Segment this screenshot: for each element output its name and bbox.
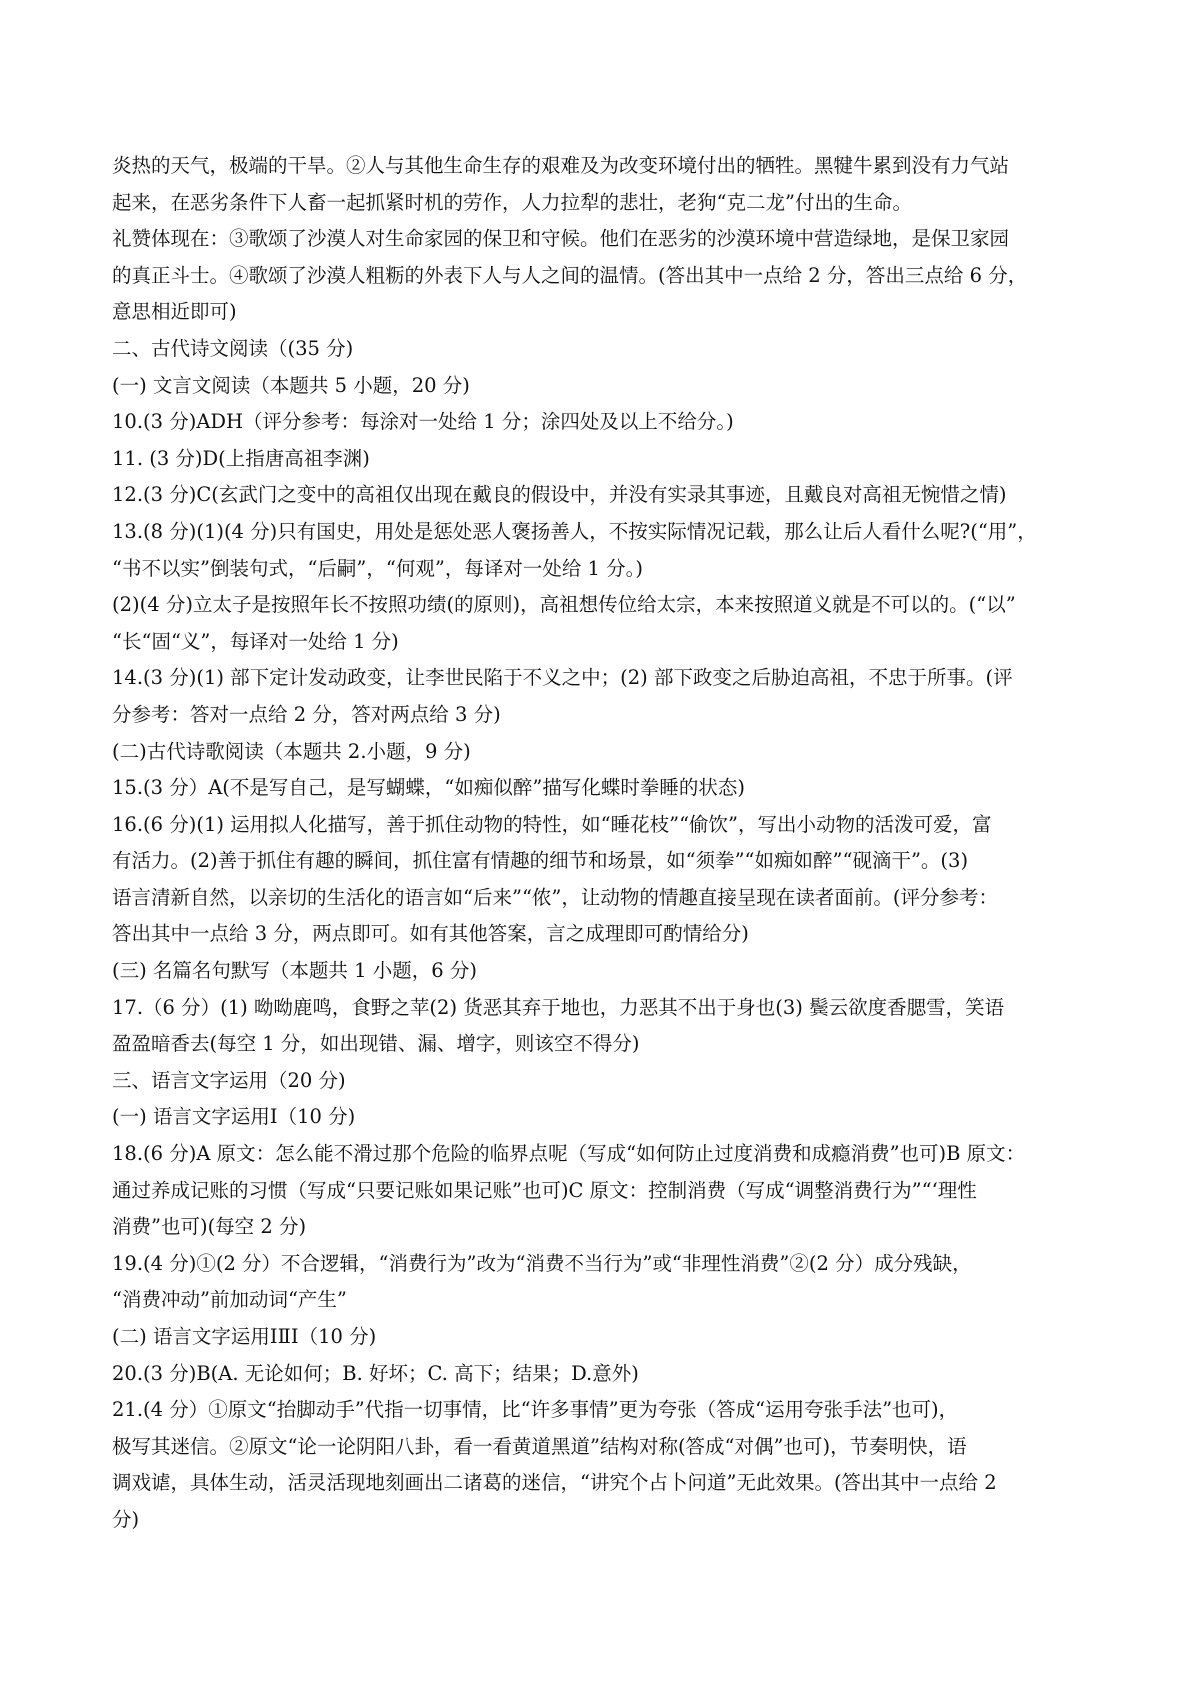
- text-line: 极写其迷信。②原文“论一论阴阳八卦，看一看黄道黑道”结构对称(答成“对偶”也可)，节奏明快，语: [112, 1434, 967, 1458]
- text-line: 意思相近即可): [112, 300, 237, 324]
- answer-16: 16.(6 分)(1) 运用拟人化描写，善于抓住动物的特性，如“睡花枝”“偷饮”，写出小动物的活泼可爱，富: [112, 812, 992, 836]
- text-line: 炎热的天气，极端的干旱。②人与其他生命生存的艰难及为改变环境付出的牺牲。黑犍牛累到没有力气站: [112, 154, 1010, 177]
- text-line: 礼赞体现在：③歌颂了沙漠人对生命家园的保卫和守候。他们在恶劣的沙漠环境中营造绿地，是保卫家园: [112, 227, 1010, 251]
- text-line: 调戏谑，具体生动，活灵活现地刻画出二诸葛的迷信，“讲究个占卜问道”无此效果。(答出其中一点给 2: [112, 1471, 997, 1495]
- text-line: 分参考：答对一点给 2 分，答对两点给 3 分): [112, 702, 501, 726]
- text-line: “消费冲动”前加动词“产生”: [112, 1288, 347, 1312]
- text-line: 消费”也可)(每空 2 分): [112, 1215, 307, 1239]
- answer-page: [112, 148, 1102, 1539]
- answer-20: 20.(3 分)B(A. 无论如何；B. 好坏；C. 高下；结果；D.意外): [112, 1361, 639, 1385]
- text-line: 通过养成记账的习惯（写成“只要记账如果记账”也可)C 原文：控制消费（写成“调整消费行为”“‘理性: [112, 1178, 977, 1202]
- text-line: 盈盈暗香去(每空 1 分，如出现错、漏、增字，则该空不得分): [112, 1032, 640, 1056]
- answer-15: 15.(3 分）A(不是写自己，是写蝴蝶，“如痴似醉”描写化蝶时拳睡的状态): [112, 776, 745, 800]
- subsection-heading: (一) 语言文字运用Ⅰ（10 分): [112, 1105, 356, 1129]
- text-line: 起来，在恶劣条件下人畜一起抓紧时机的劳作，人力拉犁的悲壮，老狗“克二龙”付出的生命。: [112, 190, 912, 214]
- text-line: 语言清新自然，以亲切的生活化的语言如“后来”“侬”，让动物的情趣直接呈现在读者面前。(评分参考：: [112, 885, 998, 909]
- answer-14: 14.(3 分)(1) 部下定计发动政变，让李世民陷于不义之中；(2) 部下政变之后胁迫高祖，不忠于所事。(评: [112, 666, 1013, 690]
- answer-12: 12.(3 分)C(玄武门之变中的高祖仅出现在戴良的假设中，并没有实录其事迹，且戴良对高祖无惋惜之情): [112, 483, 1007, 507]
- answer-17: 17.（6 分）(1) 呦呦鹿鸣，食野之苹(2) 货恶其弃于地也，力恶其不出于身也(3) 鬓云欲度香腮雪，笑语: [112, 995, 1005, 1019]
- subsection-heading: (二)古代诗歌阅读（本题共 2.小题，9 分): [112, 739, 471, 763]
- text-line: “长“固“义”，每译对一处给 1 分): [112, 629, 399, 653]
- answer-18: 18.(6 分)A 原文：怎么能不滑过那个危险的临界点呢（写成“如何防止过度消费和成瘾消费”也可)B 原文：: [112, 1142, 1026, 1166]
- answer-21: 21.(4 分）①原文“抬脚动手”代指一切事情，比“许多事情”更为夸张（答成“运用夸张手法”也可)，: [112, 1398, 959, 1422]
- section-heading: 三、语言文字运用（20 分): [112, 1068, 346, 1092]
- answer-11: 11. (3 分)D(上指唐高祖李渊): [112, 446, 370, 470]
- text-line: 的真正斗士。④歌颂了沙漠人粗粝的外表下人与人之间的温情。(答出其中一点给 2 分，答出三点给 6 分，: [112, 263, 1028, 287]
- text-line: 分): [112, 1507, 140, 1531]
- answer-19: 19.(4 分)①(2 分）不合逻辑，“消费行为”改为“消费不当行为”或“非理性消费”②(2 分）成分残缺，: [112, 1251, 972, 1275]
- subsection-heading: (一) 文言文阅读（本题共 5 小题，20 分): [112, 373, 470, 397]
- subsection-heading: (三) 名篇名句默写（本题共 1 小题，6 分): [112, 959, 477, 983]
- section-heading: 二、古代诗文阅读（(35 分): [112, 336, 354, 360]
- text-line: 有活力。(2)善于抓住有趣的瞬间，抓住富有情趣的细节和场景，如“须拳”“如痴如醉”“砚滴干”。(3): [112, 849, 969, 873]
- text-line: 答出其中一点给 3 分，两点即可。如有其他答案，言之成理即可酌情给分): [112, 922, 749, 946]
- answer-13: 13.(8 分)(1)(4 分)只有国史，用处是惩处恶人褒扬善人，不按实际情况记载，那么让后人看什么呢?(“用”，: [112, 519, 1037, 543]
- text-line: (2)(4 分)立太子是按照年长不按照功绩(的原则)，高祖想传位给太宗，本来按照道义就是不可以的。(“以”: [112, 593, 1016, 617]
- answer-10: 10.(3 分)ADH（评分参考：每涂对一处给 1 分；涂四处及以上不给分。): [112, 410, 734, 434]
- subsection-heading: (二) 语言文字运用ⅠⅡⅠ（10 分): [112, 1325, 377, 1348]
- text-line: “书不以实”倒装句式，“后嗣”，“何观”，每译对一处给 1 分。): [112, 556, 643, 580]
